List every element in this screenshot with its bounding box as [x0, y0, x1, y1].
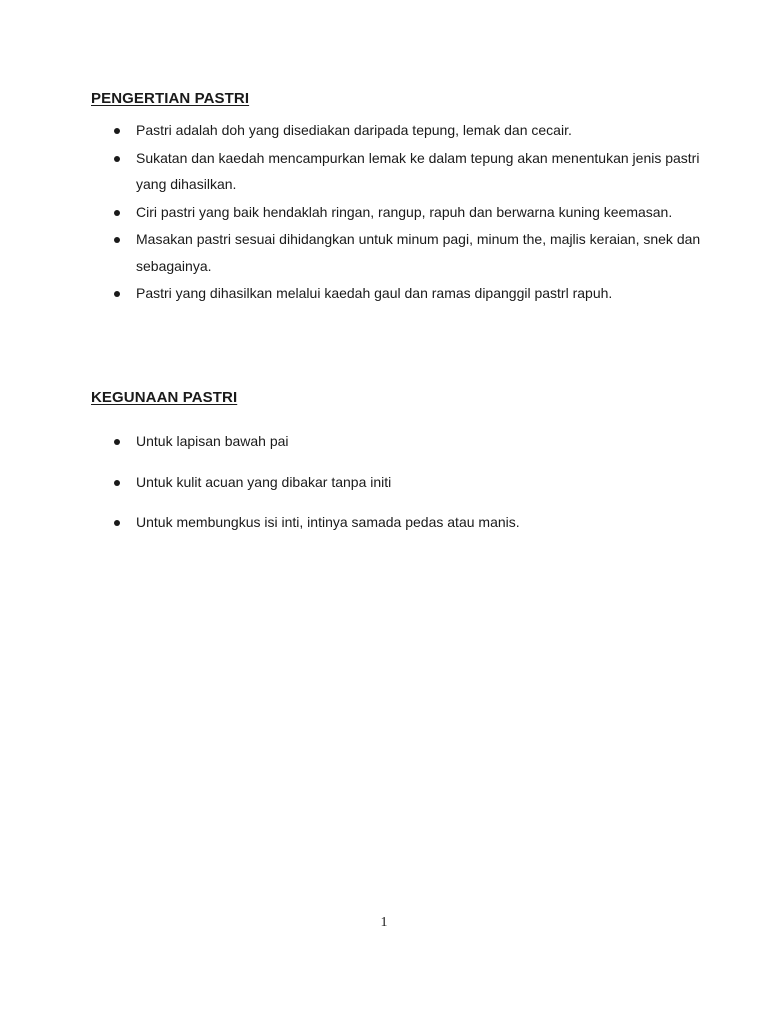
section-heading-pengertian: PENGERTIAN PASTRI [91, 90, 250, 107]
list-item-text: Untuk lapisan bawah pai [136, 433, 289, 449]
list-item-text: Pastri adalah doh yang disediakan daripada tepung, lemak dan cecair. [136, 122, 572, 138]
list-item-text: Untuk kulit acuan yang dibakar tanpa initi [136, 473, 392, 490]
page-number: 1 [380, 915, 388, 930]
bullet-icon [114, 439, 120, 445]
bullet-icon [114, 480, 120, 486]
list-item-text: Sukatan dan kaedah mencampurkan lemak ke dalam tepung akan menentukan jenis pastri yang dihasilkan. [136, 149, 700, 192]
list-item [0, 428, 768, 455]
list-item [0, 117, 768, 144]
list-item [0, 226, 768, 279]
bullet-icon [114, 237, 120, 243]
list-item [0, 280, 768, 307]
bullet-icon [114, 128, 120, 134]
list-item [0, 199, 768, 226]
list-item [0, 469, 768, 496]
bullet-list-kegunaan [0, 428, 768, 550]
bullet-icon [114, 520, 120, 526]
list-item [0, 145, 768, 198]
bullet-icon [114, 210, 120, 216]
list-item-text: Ciri pastri yang baik hendaklah ringan, rangup, rapuh dan berwarna kuning keemasan. [136, 203, 673, 220]
list-item [0, 509, 768, 536]
list-item-text: Masakan pastri sesuai dihidangkan untuk minum pagi, minum the, majlis keraian, snek dan sebagainya. [136, 231, 701, 274]
section-heading-kegunaan: KEGUNAAN PASTRI [91, 389, 238, 406]
bullet-list-pengertian [0, 117, 768, 308]
list-item-text: Pastri yang dihasilkan melalui kaedah gaul dan ramas dipanggil pastrl rapuh. [136, 285, 613, 301]
bullet-icon [114, 156, 120, 162]
bullet-icon [114, 291, 120, 297]
list-item-text: Untuk membungkus isi inti, intinya samada pedas atau manis. [136, 514, 520, 530]
